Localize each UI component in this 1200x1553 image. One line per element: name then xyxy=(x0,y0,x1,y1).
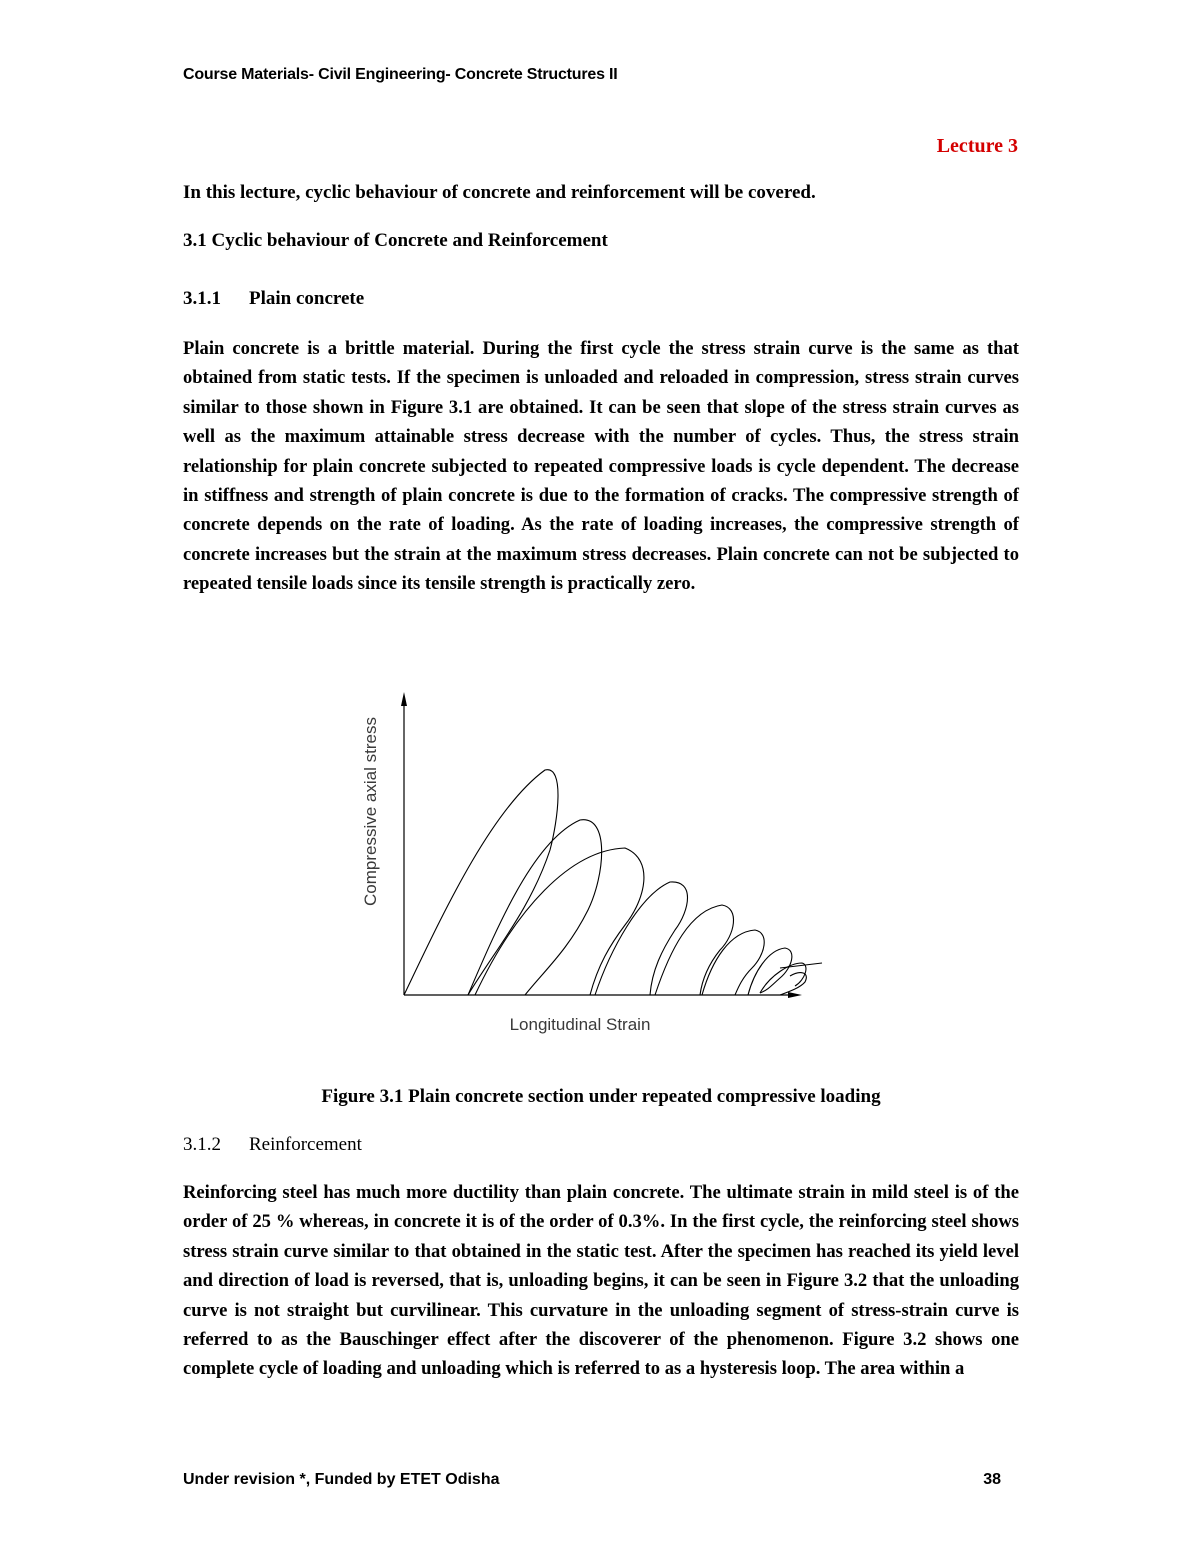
intro-sentence: In this lecture, cyclic behaviour of concrete and reinforcement will be covered. xyxy=(183,182,816,203)
figure-caption: Figure 3.1 Plain concrete section under repeated compressive loading xyxy=(321,1086,881,1107)
paragraph-plain-concrete: Plain concrete is a brittle material. During the first cycle the stress strain curve is the same as that obtained from static tests. If the specimen is unloaded and reloaded in compression, stress strain curves similar to those shown in Figure 3.1 are obtained. It can be seen that slope of the stress strain curves as well as the maximum attainable stress decrease with the number of cycles. Thus, the stress strain relationship for plain concrete subjected to repeated compressive loads is cycle dependent. The decrease in stiffness and strength of plain concrete is due to the formation of cracks. The compressive strength of concrete depends on the rate of loading. As the rate of loading increases, the compressive strength of concrete increases but the strain at the maximum stress decreases. Plain concrete can not be subjected to repeated tensile loads since its tensile strength is practically zero. xyxy=(183,338,1019,595)
stress-strain-diagram xyxy=(340,650,840,1050)
y-axis-arrow xyxy=(401,692,407,706)
subsection-title: Plain concrete xyxy=(249,288,365,309)
lecture-label: Lecture 3 xyxy=(936,135,1018,157)
loop-4 xyxy=(595,882,688,995)
y-axis-label: Compressive axial stress xyxy=(361,717,380,906)
page-number: 38 xyxy=(983,1471,1001,1488)
subsection-title: Reinforcement xyxy=(249,1134,362,1155)
subsection-number: 3.1.2 xyxy=(183,1134,221,1155)
tail-line xyxy=(780,963,822,968)
paragraph-reinforcement: Reinforcing steel has much more ductility than plain concrete. The ultimate strain in mild steel is of the order of 25 % whereas, in concrete it is of the order of 0.3%. In the first cycle, the reinforcing steel shows stress strain curve similar to that obtained in the static test. After the specimen has reached its yield level and direction of load is reversed, that is, unloading begins, it can be seen in Figure 3.2 that the unloading curve is not straight but curvilinear. This curvature in the unloading segment of stress-strain curve is referred to as the Bauschinger effect after the discoverer of the phenomenon. Figure 3.2 shows one complete cycle of loading and unloading which is referred to as a hysteresis loop. The area within a xyxy=(183,1182,1019,1380)
section-heading: 3.1 Cyclic behaviour of Concrete and Reinforcement xyxy=(183,230,608,251)
hysteresis-loops xyxy=(404,770,822,995)
subsection-number: 3.1.1 xyxy=(183,288,221,309)
tail-small xyxy=(780,973,806,995)
x-axis-label: Longitudinal Strain xyxy=(509,1015,651,1034)
loop-3 xyxy=(475,848,644,995)
loop-1 xyxy=(404,770,558,995)
subsection-heading-plain-concrete xyxy=(183,288,1019,310)
subsection-heading-reinforcement xyxy=(183,1134,1019,1156)
footer-note: Under revision *, Funded by ETET Odisha xyxy=(183,1471,500,1488)
loop-7 xyxy=(748,948,792,995)
figure-stress-strain xyxy=(340,650,840,1050)
loop-5 xyxy=(655,905,734,995)
running-header: Course Materials- Civil Engineering- Concrete Structures II xyxy=(183,66,618,83)
x-axis-arrow xyxy=(788,992,802,998)
